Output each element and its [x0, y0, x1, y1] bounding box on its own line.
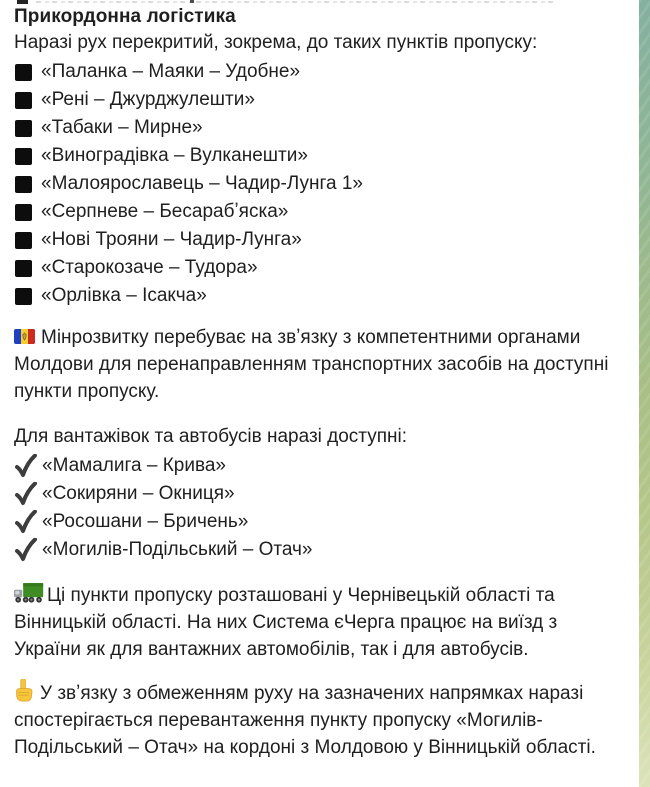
moldova-paragraph-text: Мінрозвитку перебуває на звʼязку з компетентними органами Молдови для перенаправленням транспортних засобів на доступні пункти пропуску. [14, 327, 609, 402]
crossing-name: «Серпневе – Бесарабʼяска» [41, 201, 289, 222]
crossing-name: «Мамалига – Крива» [42, 455, 226, 476]
available-points-list [14, 452, 616, 564]
check-mark-icon [14, 537, 38, 563]
list-item [14, 282, 616, 310]
crossing-name: «Рені – Джурджулешти» [41, 89, 255, 110]
congestion-paragraph [14, 679, 616, 761]
check-mark-icon [14, 481, 38, 507]
location-paragraph-text: Ці пункти пропуску розташовані у Чернівецькій області та Вінницькій області. На них Система єЧерга працює на виїзд з України як для вантажних автомобілів, так і для автобусів. [14, 585, 558, 660]
available-heading: Для вантажівок та автобусів наразі доступні: [14, 426, 408, 447]
list-item [14, 142, 616, 170]
moldova-paragraph [14, 324, 616, 405]
black-square-icon [15, 148, 32, 165]
list-item [14, 536, 616, 564]
message-body [14, 4, 616, 761]
post-title: Прикордонна логістика [14, 6, 236, 27]
crossing-name: «Росошани – Бричень» [42, 511, 249, 532]
chat-wallpaper-strip [639, 0, 650, 787]
black-square-icon [15, 232, 32, 249]
list-item [14, 86, 616, 114]
black-square-icon [15, 260, 32, 277]
crossing-name: «Паланка – Маяки – Удобне» [41, 61, 301, 82]
clipped-text-fragment [36, 1, 556, 3]
black-square-icon [15, 288, 32, 305]
crossing-name: «Виноградівка – Вулканешти» [41, 145, 308, 166]
check-mark-icon [14, 509, 38, 535]
finger-up-icon [14, 679, 33, 702]
crossing-name: «Старокозаче – Тудора» [41, 257, 258, 278]
crossing-name: «Малоярославець – Чадир-Лунга 1» [41, 173, 363, 194]
list-item [14, 452, 616, 480]
black-square-icon [15, 92, 32, 109]
crossing-name: «Сокиряни – Окниця» [42, 483, 235, 504]
crossing-name: «Орлівка – Ісакча» [41, 285, 207, 306]
closed-points-intro: Наразі рух перекритий, зокрема, до таких пунктів пропуску: [14, 32, 538, 53]
list-item [14, 170, 616, 198]
list-item [14, 226, 616, 254]
list-item [14, 198, 616, 226]
clipped-letter-fragment [190, 0, 194, 3]
location-paragraph [14, 582, 616, 663]
black-square-icon [15, 204, 32, 221]
list-item [14, 508, 616, 536]
truck-icon [14, 582, 44, 605]
black-square-icon [15, 64, 32, 81]
congestion-paragraph-text: У звʼязку з обмеженням руху на зазначених напрямках наразі спостерігається перевантаження пункту пропуску «Могилів-Подільський – Отач» на кордоні з Молдовою у Вінницькій області. [14, 683, 596, 758]
list-item [14, 114, 616, 142]
crossing-name: «Нові Трояни – Чадир-Лунга» [41, 229, 302, 250]
list-item [14, 254, 616, 282]
list-item [14, 58, 616, 86]
black-square-icon [15, 176, 32, 193]
check-mark-icon [14, 453, 38, 479]
moldova-flag-icon [14, 329, 35, 344]
closed-points-list [14, 58, 616, 310]
crossing-name: «Табаки – Мирне» [41, 117, 203, 138]
crossing-name: «Могилів-Подільський – Отач» [42, 539, 313, 560]
black-square-icon [15, 120, 32, 137]
list-item [14, 480, 616, 508]
